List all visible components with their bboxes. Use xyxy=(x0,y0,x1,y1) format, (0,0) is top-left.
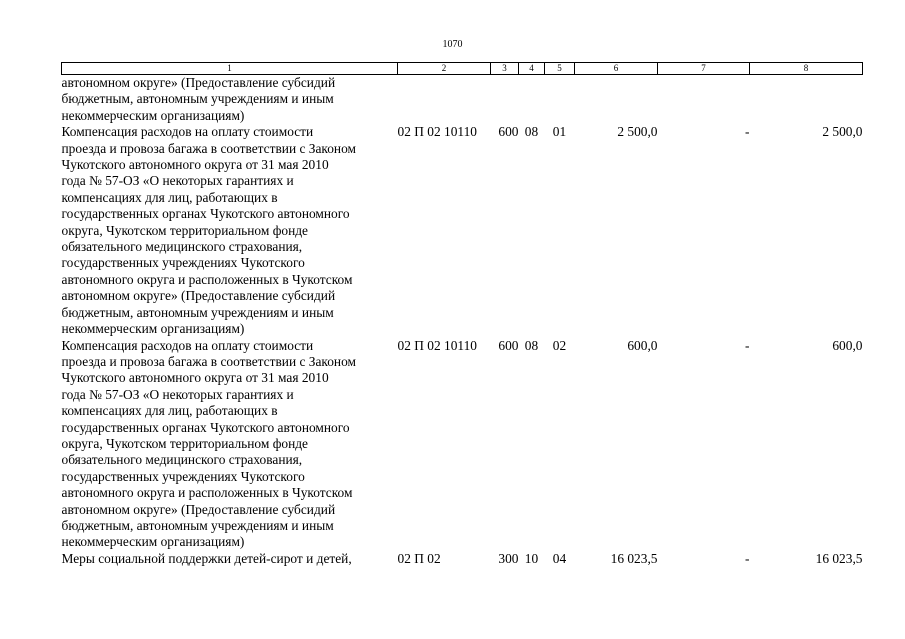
row-amount-federal: - xyxy=(745,550,750,566)
row-subsection xyxy=(545,75,575,125)
row-description xyxy=(62,338,398,551)
row-expense-type xyxy=(491,75,519,125)
table-row xyxy=(62,124,863,337)
row-code: 02 П 02 10110 xyxy=(397,124,477,140)
row-subsection: 04 xyxy=(552,550,567,566)
description-line: округа, Чукотском территориальном фонде xyxy=(61,222,308,238)
description-line: некоммерческим организациям) xyxy=(61,534,245,550)
column-header-8: 8 xyxy=(750,63,863,75)
row-description xyxy=(62,551,398,567)
row-code: 02 П 02 10110 xyxy=(397,337,477,353)
row-amount-federal xyxy=(658,75,750,125)
column-header-1: 1 xyxy=(62,63,398,75)
table-row xyxy=(62,75,863,125)
row-amount-total xyxy=(575,75,658,125)
description-line: автономном округе» (Предоставление субсидий xyxy=(61,501,336,517)
row-amount-total: 2 500,0 xyxy=(617,124,658,140)
row-description xyxy=(62,124,398,337)
row-amount-regional: 2 500,0 xyxy=(822,124,863,140)
table-body xyxy=(62,75,863,568)
description-line: автономного округа и расположенных в Чукотском xyxy=(61,271,353,287)
row-section: 10 xyxy=(524,550,539,566)
description-line: Компенсация расходов на оплату стоимости xyxy=(61,124,314,140)
description-line: автономном округе» (Предоставление субсидий xyxy=(61,288,336,304)
description-line: государственных учреждениях Чукотского xyxy=(61,255,305,271)
description-line: некоммерческим организациям) xyxy=(61,107,245,123)
row-amount-regional: 16 023,5 xyxy=(815,550,863,566)
description-line: года № 57-ОЗ «О некоторых гарантиях и xyxy=(61,386,294,402)
column-number-header-row xyxy=(62,63,863,75)
description-line: проезда и провоза багажа в соответствии с Законом xyxy=(61,353,357,369)
row-expense-type: 600 xyxy=(498,337,519,353)
description-line: Меры социальной поддержки детей-сирот и детей, xyxy=(61,550,352,566)
description-line: Чукотского автономного округа от 31 мая 2010 xyxy=(61,157,329,173)
row-amount-regional xyxy=(750,75,863,125)
description-line: государственных учреждениях Чукотского xyxy=(61,468,305,484)
description-line: автономном округе» (Предоставление субсидий xyxy=(61,75,336,90)
row-amount-regional: 600,0 xyxy=(832,337,863,353)
table-row xyxy=(62,551,863,567)
column-header-4: 4 xyxy=(519,63,545,75)
description-line: автономного округа и расположенных в Чукотском xyxy=(61,485,353,501)
column-header-3: 3 xyxy=(491,63,519,75)
row-subsection: 01 xyxy=(552,124,567,140)
description-line: бюджетным, автономным учреждениям и иным xyxy=(61,304,334,320)
description-line: года № 57-ОЗ «О некоторых гарантиях и xyxy=(61,173,294,189)
row-section: 08 xyxy=(524,337,539,353)
row-amount-total: 16 023,5 xyxy=(610,550,658,566)
description-line: некоммерческим организациям) xyxy=(61,321,245,337)
description-line: компенсациях для лиц, работающих в xyxy=(61,189,278,205)
row-amount-federal: - xyxy=(745,337,750,353)
row-subsection: 02 xyxy=(552,337,567,353)
page-number: 1070 xyxy=(442,39,463,50)
description-line: Чукотского автономного округа от 31 мая 2010 xyxy=(61,370,329,386)
budget-table xyxy=(61,62,863,567)
description-line: компенсациях для лиц, работающих в xyxy=(61,403,278,419)
description-line: государственных органах Чукотского автономного xyxy=(61,206,350,222)
description-line: бюджетным, автономным учреждениям и иным xyxy=(61,517,334,533)
row-section xyxy=(519,75,545,125)
row-amount-total: 600,0 xyxy=(627,337,658,353)
row-description xyxy=(62,75,398,125)
column-header-6: 6 xyxy=(575,63,658,75)
column-header-7: 7 xyxy=(658,63,750,75)
row-amount-federal: - xyxy=(745,124,750,140)
row-code xyxy=(398,75,491,125)
description-line: обязательного медицинского страхования, xyxy=(61,452,303,468)
description-line: округа, Чукотском территориальном фонде xyxy=(61,435,308,451)
description-line: государственных органах Чукотского автономного xyxy=(61,419,350,435)
row-code: 02 П 02 xyxy=(397,550,441,566)
column-header-5: 5 xyxy=(545,63,575,75)
column-header-2: 2 xyxy=(398,63,491,75)
table-row xyxy=(62,338,863,551)
description-line: обязательного медицинского страхования, xyxy=(61,239,303,255)
description-line: проезда и провоза багажа в соответствии с Законом xyxy=(61,140,357,156)
description-line: бюджетным, автономным учреждениям и иным xyxy=(61,91,334,107)
row-expense-type: 300 xyxy=(498,550,519,566)
row-expense-type: 600 xyxy=(498,124,519,140)
description-line: Компенсация расходов на оплату стоимости xyxy=(61,337,314,353)
row-section: 08 xyxy=(524,124,539,140)
